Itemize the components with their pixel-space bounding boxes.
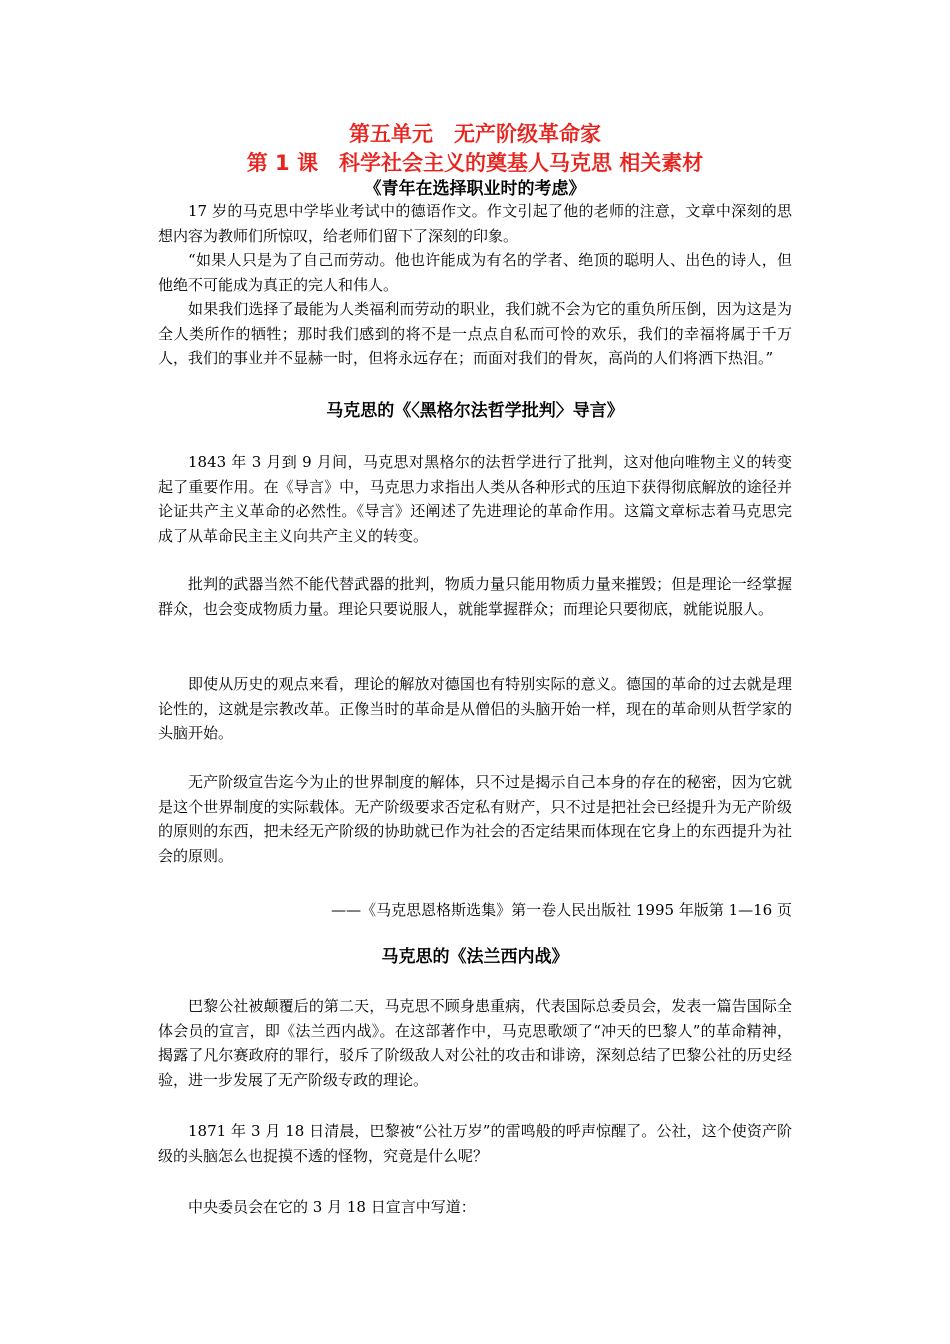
paragraph: 批判的武器当然不能代替武器的批判，物质力量只能用物质力量来摧毁；但是理论一经掌握群众，也会变成物质力量。理论只要说服人，就能掌握群众；而理论只要彻底，就能说服人。	[158, 575, 792, 618]
lesson-title: 第 1 课 科学社会主义的奠基人马克思 相关素材	[246, 151, 704, 175]
paragraph: 1871 年 3 月 18 日清晨，巴黎被“公社万岁”的雷鸣般的呼声惊醒了。公社，这个使资产阶级的头脑怎么也捉摸不透的怪物，究竟是什么呢？	[158, 1122, 792, 1165]
section-heading-hegel-critique: 马克思的《〈黑格尔法哲学批判〉导言》	[326, 401, 624, 421]
section-heading-career-essay: 《青年在选择职业时的考虑》	[364, 179, 586, 199]
section-heading-civil-war-in-france: 马克思的《法兰西内战》	[381, 947, 569, 967]
paragraph: 巴黎公社被颠覆后的第二天，马克思不顾身患重病，代表国际总委员会，发表一篇告国际全体会员的宣言，即《法兰西内战》。在这部著作中，马克思歌颂了“冲天的巴黎人”的革命精神，揭露了凡尔赛政府的罪行，驳斥了阶级敌人对公社的攻击和诽谤，深刻总结了巴黎公社的历史经验，进一步发展了无产阶级专政的理论。	[158, 997, 792, 1089]
paragraph: “如果人只是为了自己而劳动。他也许能成为有名的学者、绝顶的聪明人、出色的诗人，但他绝不可能成为真正的完人和伟人。	[158, 251, 792, 294]
paragraph: 1843 年 3 月到 9 月间，马克思对黑格尔的法哲学进行了批判，这对他向唯物主义的转变起了重要作用。在《导言》中，马克思力求指出人类从各种形式的压迫下获得彻底解放的途径并论证共产主义革命的必然性。《导言》还阐述了先进理论的革命作用。这篇文章标志着马克思完成了从革命民主主义向共产主义的转变。	[158, 453, 792, 545]
paragraph: 无产阶级宣告迄今为止的世界制度的解体，只不过是揭示自己本身的存在的秘密，因为它就是这个世界制度的实际载体。无产阶级要求否定私有财产，只不过是把社会已经提升为无产阶级的原则的东西，把未经无产阶级的协助就已作为社会的否定结果而体现在它身上的东西提升为社会的原则。	[158, 773, 792, 865]
unit-title: 第五单元 无产阶级革命家	[349, 122, 601, 146]
paragraph: 如果我们选择了最能为人类福利而劳动的职业，我们就不会为它的重负所压倒，因为这是为全人类所作的牺牲；那时我们感到的将不是一点点自私而可怜的欢乐，我们的幸福将属于千万人，我们的事业并不显赫一时，但将永远存在；而面对我们的骨灰，高尚的人们将洒下热泪。”	[158, 300, 792, 367]
paragraph: 即使从历史的观点来看，理论的解放对德国也有特别实际的意义。德国的革命的过去就是理论性的，这就是宗教改革。正像当时的革命是从僧侣的头脑开始一样，现在的革命则从哲学家的头脑开始。	[158, 675, 792, 742]
citation: ——《马克思恩格斯选集》第一卷人民出版社 1995 年版第 1—16 页	[331, 901, 792, 919]
paragraph: 中央委员会在它的 3 月 18 日宣言中写道：	[188, 1198, 476, 1216]
paragraph: 17 岁的马克思中学毕业考试中的德语作文。作文引起了他的老师的注意，文章中深刻的思想内容为教师们所惊叹，给老师们留下了深刻的印象。	[158, 202, 792, 245]
